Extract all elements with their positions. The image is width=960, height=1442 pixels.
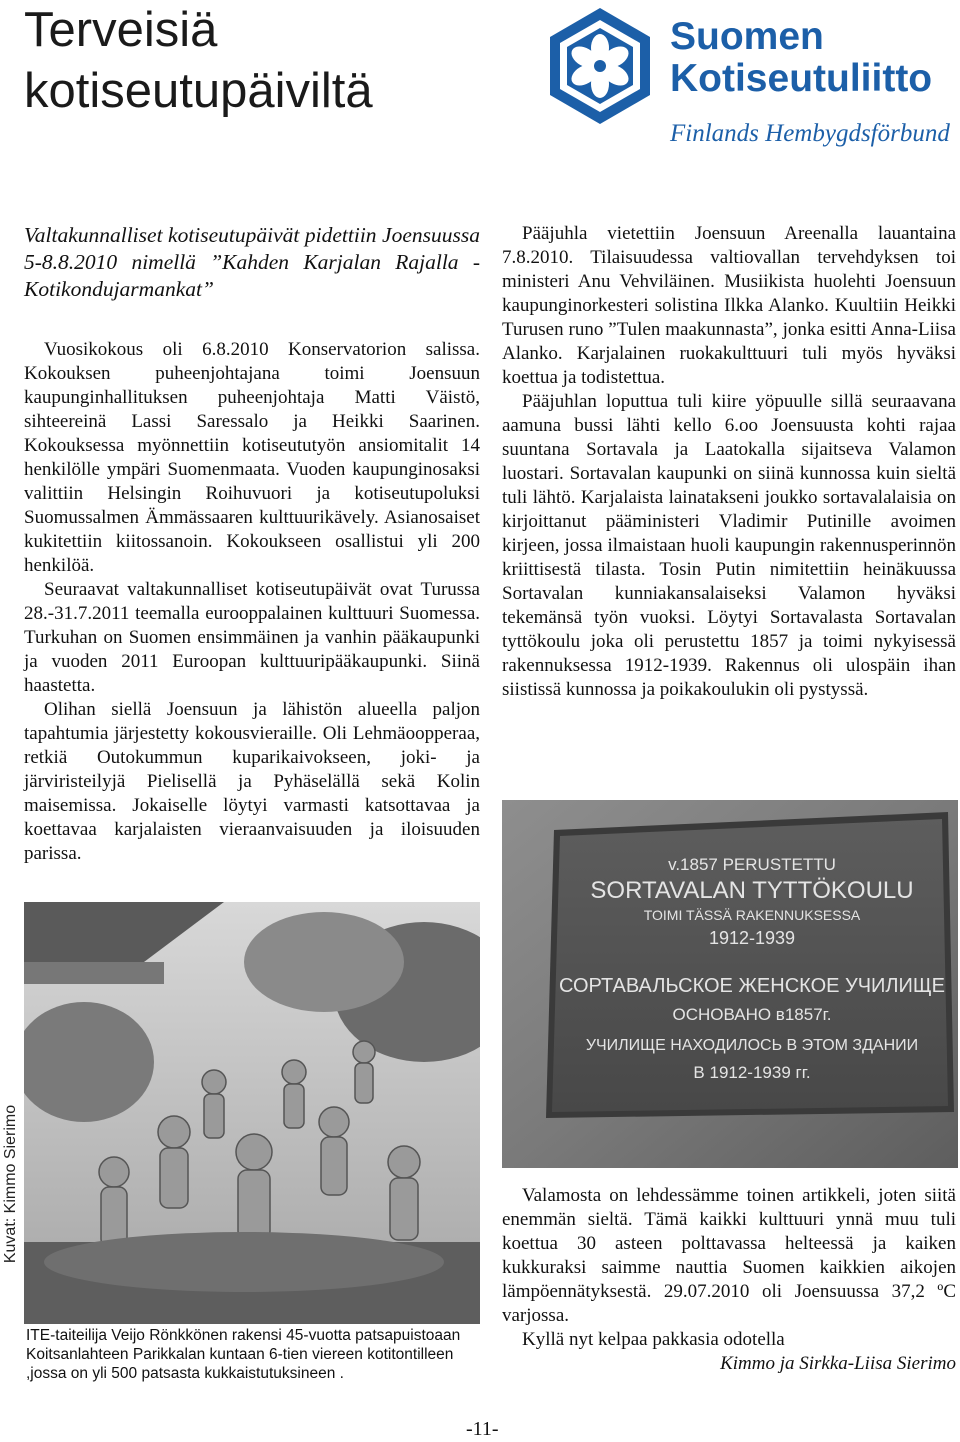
paragraph: Pääjuhlan loputtua tuli kiire yöpuulle sillä seuraavana aamuna bussi lähti kello 6.oo Joensuusta kohti rajaa suuntana Sortavala ja Laatokalla sijaitseva Valamon luostari. Sortavalan kaupunki on siinä kunnossa kuin sieltä tuli lähtö. Karjalaista lainatakseni joukko sortavalalaisia on kirjoittanut pääministeri Vladimir Putinille avoimen kirjeen, jossa ilmaistaan huoli kaupungin rakennusperinnön kriittisestä tilasta. Tosin Putin nimitettiin heinäkuussa Sortavalan kunniakansalaiseksi Valamon hyväksi tekemänsä työn vuoksi. Löytyi Sortavalasta Sortavalan tyttökoulu joka oli perustettu 1857 ja toimi nykyisessä rakennuksessa 1912-1939. Rakennus oli ulospäin ihan siistissä kunnossa ja poikakoulukin oli pystyssä. (502, 391, 956, 700)
plaque-text: В 1912-1939 гг. (693, 1063, 811, 1082)
photo-caption: ITE-taiteilija Veijo Rönkkönen rakensi 45-vuotta patsapuistoaan Koitsanlahteen Parikkalan kuntaan 6-tien viereen kotitontilleen ,jossa on yli 500 patsasta kukkaistutuksineen . (26, 1327, 461, 1382)
logo-name-line1: Suomen (670, 15, 824, 58)
author-signature: Kimmo ja Sirkka-Liisa Sierimo (720, 1353, 956, 1374)
logo-name-line2: Kotiseutuliitto (670, 57, 933, 100)
flower-emblem-icon (538, 4, 662, 128)
page-title: Terveisiä kotiseutupäiviltä (24, 3, 373, 118)
suomen-kotiseutuliitto-logo (538, 4, 958, 156)
right-column (502, 222, 956, 702)
paragraph: Kyllä nyt kelpaa pakkasia odotella (522, 1329, 785, 1350)
plaque-text: TOIMI TÄSSÄ RAKENNUKSESSA (643, 907, 861, 923)
logo-name (670, 16, 932, 100)
left-column (24, 338, 480, 866)
plaque-text: УЧИЛИЩЕ НАХОДИЛОСЬ В ЭТОМ ЗДАНИИ (585, 1037, 919, 1054)
paragraph: Valamosta on lehdessämme toinen artikkeli, joten siitä enemmän sieltä. Tämä kaikki kulttuuri ynnä muu tuli koettua 30 asteen polttavassa helteessä ja kaiken kukkuraksi saimme nauttia Suomen kaikkien aikojen lämpöennätyksestä. 29.07.2010 oli Joensuussa 37,2 ºC varjossa. (502, 1185, 956, 1326)
paragraph: Seuraavat valtakunnalliset kotiseutupäivät ovat Turussa 28.-31.7.2011 teemalla eurooppalainen kulttuuri Suomessa. Turkuhan on Suomen ensimmäinen ja vanhin pääkaupunki ja vuoden 2011 Euroopan kulttuuripääkaupunki. Siinä haastetta. (24, 579, 480, 696)
paragraph: Vuosikokous oli 6.8.2010 Konservatorion salissa. Kokouksen puheenjohtajana toimi Joensuun kaupunginhallituksen puheenjohtaja Matti Väistö, sihteereinä Lassi Saressalo ja Heikki Saarinen. Kokouksessa myönnettiin kotiseututyön ansiomitalit 14 henkilölle ympäri Suomenmaata. Vuoden kaupunginosaksi valittiin Helsingin Roihuvuori ja kotiseutupoluksi Suomussalmen Ämmässaaren kulttuurikävely. Asianosaiset kukitettiin kiitossanoin. Kokoukseen osallistui yli 200 henkilöä. (24, 339, 480, 576)
photo-credit: Kuvat: Kimmo Sierimo (2, 1104, 19, 1264)
right-column-bottom (502, 1184, 956, 1376)
lead-paragraph: Valtakunnalliset kotiseutupäivät pidettiin Joensuussa 5-8.8.2010 nimellä ”Kahden Karjalan Rajalla - Kotikondujarmankat” (24, 223, 480, 301)
plaque-text: SORTAVALAN TYTTÖKOULU (590, 877, 914, 904)
page-number: -11- (466, 1418, 499, 1440)
paragraph: Pääjuhla vietettiin Joensuun Areenalla lauantaina 7.8.2010. Tilaisuudessa valtiovallan tervehdyksen toi ministeri Anu Vehviläinen. Musiikista huolehti Joensuun kaupunginorkesteri solistina Ilkka Alanko. Kuultiin Heikki Turusen runo ”Tulen maakunnasta”, jonka esitti Anna-Liisa Alanko. Karjalainen ruokakulttuuri tuli myös hyväksi koettua ja todistettua. (502, 223, 956, 388)
plaque-text: 1912-1939 (708, 928, 796, 948)
plaque-text: v.1857 PERUSTETTU (668, 855, 836, 874)
statue-park-photo (24, 902, 480, 1324)
logo-subtitle: Finlands Hembygdsförbund (670, 120, 950, 147)
paragraph: Olihan siellä Joensuun ja lähistön alueella paljon tapahtumia järjestetty kokousvieraille. Oli Lehmäoopperaa, retkiä Outokummun kuparikaivokseen, joki- ja järviristeilyjä Pielisellä ja Pyhäselällä sekä Kolin maisemissa. Jokaiselle löytyi varmasti katsottavaa ja koettavaa karjalaisten vieraanvaisuuden ja iloisuuden parissa. (24, 699, 480, 864)
plaque-text: СОРТАВАЛЬСКОЕ ЖЕНСКОЕ УЧИЛИЩЕ (558, 975, 946, 997)
plaque-text: ОСНОВАНО в1857г. (672, 1005, 832, 1024)
plaque-photo (502, 800, 958, 1168)
